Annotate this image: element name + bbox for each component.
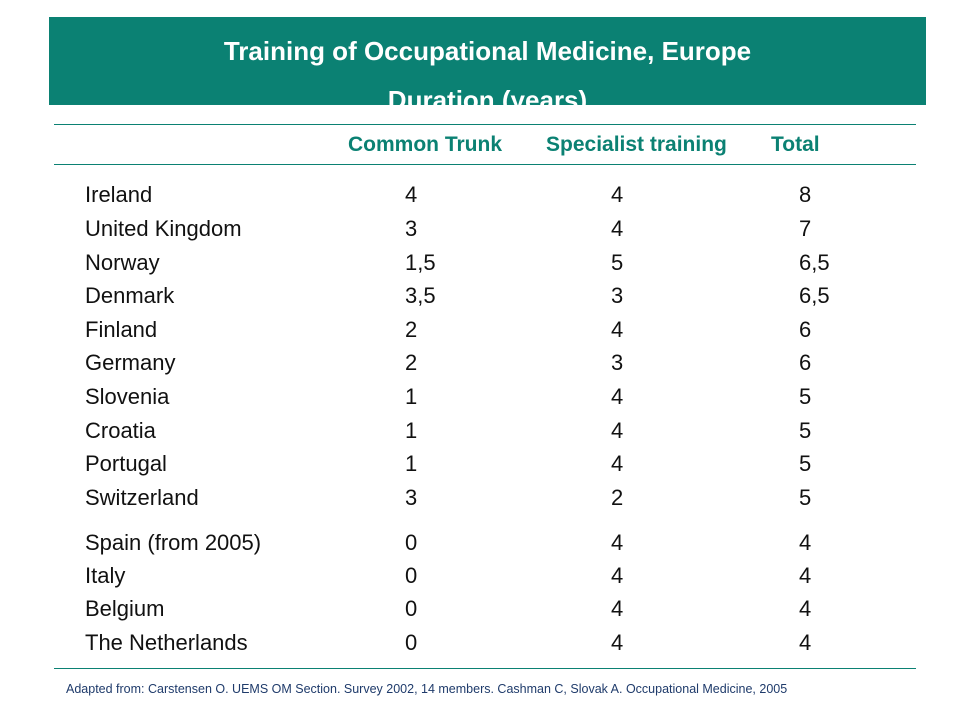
table-row bbox=[0, 180, 960, 214]
specialist-training-cell: 4 bbox=[611, 630, 624, 655]
specialist-training-cell: 4 bbox=[611, 563, 624, 588]
total-cell: 4 bbox=[799, 596, 812, 621]
column-header-total: Total bbox=[771, 133, 820, 156]
common-trunk-cell: 1,5 bbox=[405, 250, 436, 275]
specialist-training-cell: 4 bbox=[611, 182, 624, 207]
country-cell: Slovenia bbox=[85, 384, 170, 409]
specialist-training-cell: 4 bbox=[611, 530, 624, 555]
table-row bbox=[0, 561, 960, 595]
specialist-training-cell: 4 bbox=[611, 384, 624, 409]
total-cell: 4 bbox=[799, 563, 812, 588]
country-cell: Germany bbox=[85, 350, 176, 375]
header-bottom-rule bbox=[54, 164, 916, 165]
common-trunk-cell: 1 bbox=[405, 451, 418, 476]
common-trunk-cell: 2 bbox=[405, 317, 418, 342]
table-row bbox=[0, 214, 960, 248]
specialist-training-cell: 4 bbox=[611, 216, 624, 241]
table-row bbox=[0, 281, 960, 315]
common-trunk-cell: 0 bbox=[405, 596, 418, 621]
total-cell: 6 bbox=[799, 317, 812, 342]
common-trunk-cell: 4 bbox=[405, 182, 418, 207]
table-row bbox=[0, 594, 960, 628]
common-trunk-cell: 0 bbox=[405, 563, 418, 588]
table-row bbox=[0, 628, 960, 662]
source-footnote: Adapted from: Carstensen O. UEMS OM Section. Survey 2002, 14 members. Cashman C, Slovak A. Occupational Medicine, 2005 bbox=[66, 682, 788, 696]
total-cell: 8 bbox=[799, 182, 812, 207]
specialist-training-cell: 3 bbox=[611, 350, 624, 375]
country-cell: Spain (from 2005) bbox=[85, 530, 262, 555]
total-cell: 4 bbox=[799, 530, 812, 555]
table-top-rule bbox=[54, 124, 916, 125]
country-cell: United Kingdom bbox=[85, 216, 242, 241]
common-trunk-cell: 2 bbox=[405, 350, 418, 375]
total-cell: 6 bbox=[799, 350, 812, 375]
total-cell: 5 bbox=[799, 451, 812, 476]
country-cell: Finland bbox=[85, 317, 158, 342]
specialist-training-cell: 2 bbox=[611, 485, 624, 510]
country-cell: Italy bbox=[85, 563, 126, 588]
country-cell: The Netherlands bbox=[85, 630, 248, 655]
common-trunk-cell: 1 bbox=[405, 384, 418, 409]
page-title: Training of Occupational Medicine, Europe bbox=[223, 36, 752, 66]
specialist-training-cell: 4 bbox=[611, 451, 624, 476]
table-row bbox=[0, 248, 960, 282]
total-cell: 5 bbox=[799, 384, 812, 409]
table-bottom-rule bbox=[54, 668, 916, 669]
table-row bbox=[0, 483, 960, 517]
country-cell: Belgium bbox=[85, 596, 165, 621]
specialist-training-cell: 4 bbox=[611, 418, 624, 443]
table-row bbox=[0, 528, 960, 562]
total-cell: 7 bbox=[799, 216, 812, 241]
table-row bbox=[0, 382, 960, 416]
table-row bbox=[0, 315, 960, 349]
common-trunk-cell: 0 bbox=[405, 530, 418, 555]
total-cell: 5 bbox=[799, 418, 812, 443]
total-cell: 6,5 bbox=[799, 283, 830, 308]
common-trunk-cell: 1 bbox=[405, 418, 418, 443]
page-subtitle: Duration (years) bbox=[387, 85, 588, 115]
country-cell: Switzerland bbox=[85, 485, 199, 510]
country-cell: Denmark bbox=[85, 283, 175, 308]
total-cell: 5 bbox=[799, 485, 812, 510]
column-header-common-trunk: Common Trunk bbox=[348, 133, 503, 156]
country-cell: Portugal bbox=[85, 451, 167, 476]
common-trunk-cell: 3,5 bbox=[405, 283, 436, 308]
table-row bbox=[0, 416, 960, 450]
common-trunk-cell: 3 bbox=[405, 216, 418, 241]
country-cell: Croatia bbox=[85, 418, 156, 443]
column-header-specialist-training: Specialist training bbox=[546, 133, 727, 156]
specialist-training-cell: 3 bbox=[611, 283, 624, 308]
title-banner bbox=[49, 17, 926, 115]
table-row bbox=[0, 348, 960, 382]
specialist-training-cell: 5 bbox=[611, 250, 624, 275]
total-cell: 6,5 bbox=[799, 250, 830, 275]
common-trunk-cell: 0 bbox=[405, 630, 418, 655]
country-cell: Ireland bbox=[85, 182, 153, 207]
total-cell: 4 bbox=[799, 630, 812, 655]
country-cell: Norway bbox=[85, 250, 160, 275]
specialist-training-cell: 4 bbox=[611, 317, 624, 342]
table-row bbox=[0, 449, 960, 483]
common-trunk-cell: 3 bbox=[405, 485, 418, 510]
specialist-training-cell: 4 bbox=[611, 596, 624, 621]
